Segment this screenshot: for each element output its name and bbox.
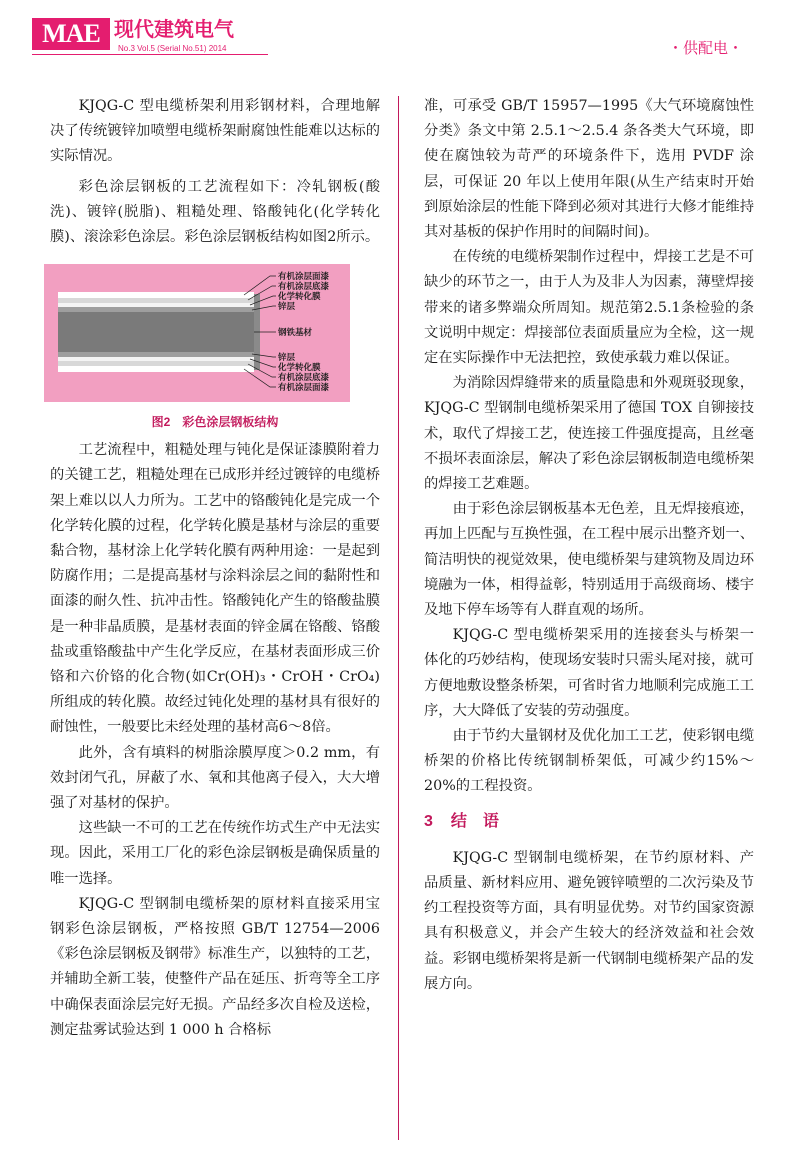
column-divider bbox=[398, 96, 399, 1140]
label-top-coat: 有机涂层面漆 bbox=[278, 382, 330, 393]
label-conversion-film: 化学转化膜 bbox=[278, 291, 321, 302]
layer-top-coat-upper bbox=[58, 292, 254, 298]
journal-name: 现代建筑电气 bbox=[114, 17, 234, 41]
layer-conversion-lower bbox=[58, 357, 254, 361]
label-steel-base: 钢铁基材 bbox=[278, 327, 313, 338]
section-tag: ・供配电・ bbox=[668, 39, 744, 57]
label-top-coat: 有机涂层面漆 bbox=[278, 271, 330, 282]
paragraph-continuation: 准，可承受 GB/T 15957—1995《大气环境腐蚀性分类》条文中第 2.5.1～2.5.4 条各类大气环境，即使在腐蚀较为苛严的环境条件下，选用 PVDF 涂层，可保证 20 年以上使用年限(从生产结束时开始到原始涂层的性能下降到必须对其进行大修才能维持其对基板的保护作用时的间隔时间)。 bbox=[424, 98, 754, 241]
figure-caption: 图2 彩色涂层钢板结构 bbox=[151, 415, 279, 430]
paragraph: 在传统的电缆桥架制作过程中，焊接工艺是不可缺少的环节之一，由于人为及非人为因素，薄壁焊接带来的诸多弊端众所周知。规范第2.5.1条检验的条文说明中规定：焊接部位表面质量应为全检，这一规定在实际操作中无法把控，致使承载力难以保证。 bbox=[424, 249, 754, 367]
label-primer: 有机涂层底漆 bbox=[278, 372, 330, 383]
left-column bbox=[50, 94, 380, 1043]
paragraph: KJQG-C 型钢制电缆桥架的原材料直接采用宝钢彩色涂层钢板，严格按照 GB/T 12754—2006《彩色涂层钢板及钢带》标准生产，以独特的工艺，并辅助全新工装，使整件产品在延压、折弯等全工序中确保表面涂层完好无损。产品经多次自检及送检，测定盐雾试验达到 1 000 h 合格标 bbox=[50, 895, 380, 1038]
layer-diagram bbox=[44, 264, 350, 402]
paragraph: KJQG-C 型钢制电缆桥架，在节约原材料、产品质量、新材料应用、避免镀锌喷塑的二次污染及节约工程投资等方面，具有明显优势。对节约国家资源具有积极意义，并会产生较大的经济效益和社会效益。彩钢电缆桥架将是新一代钢制电缆桥架产品的发展方向。 bbox=[424, 849, 754, 992]
right-column bbox=[424, 94, 754, 997]
paragraph: 由于彩色涂层钢板基本无色差，且无焊接痕迹，再加上匹配与互换性强，在工程中展示出整齐划一、简洁明快的视觉效果，使电缆桥架与建筑物及周边环境融为一体，相得益彰，特别适用于高级商场、楼宇及地下停车场等有人群直观的场所。 bbox=[424, 501, 754, 619]
paragraph: 为消除因焊缝带来的质量隐患和外观斑驳现象，KJQG-C 型钢制电缆桥架采用了德国 TOX 自铆接技术，取代了焊接工艺，使连接工件强度提高，且丝毫不损坏表面涂层，解决了彩色涂层钢板制造电缆桥架的焊接工艺难题。 bbox=[424, 375, 754, 493]
paragraph: 此外，含有填料的树脂涂膜厚度＞0.2 mm，有效封闭气孔，屏蔽了水、氧和其他离子侵入，大大增强了对基材的保护。 bbox=[50, 744, 380, 812]
section-heading bbox=[424, 810, 754, 834]
layer-steel-base bbox=[58, 312, 254, 352]
issue-info: No.3 Vol.5 (Serial No.51) 2014 bbox=[118, 44, 227, 53]
label-zinc: 锌层 bbox=[278, 352, 296, 363]
section-number: 3 bbox=[424, 812, 433, 830]
paragraph: 彩色涂层钢板的工艺流程如下：冷轧钢板(酸洗)、镀锌(脱脂)、粗糙处理、铬酸钝化(化学转化膜)、滚涂彩色涂层。彩色涂层钢板结构如图2所示。 bbox=[50, 178, 380, 246]
journal-logo: MAE bbox=[32, 18, 110, 50]
layer-zinc-lower bbox=[58, 352, 254, 357]
layer-top-coat-lower bbox=[58, 366, 254, 372]
figure-2 bbox=[50, 264, 380, 430]
header-rule bbox=[32, 54, 268, 55]
paragraph: KJQG-C 型电缆桥架采用的连接套头与桥架一体化的巧妙结构，使现场安装时只需头尾对接，就可方便地敷设整条桥架，可省时省力地顺利完成施工工序，大大降低了安装的劳动强度。 bbox=[424, 627, 754, 719]
paragraph: 这些缺一不可的工艺在传统作坊式生产中无法实现。因此，采用工厂化的彩色涂层钢板是确保质量的唯一选择。 bbox=[50, 820, 380, 887]
paragraph: 由于节约大量钢材及优化加工工艺，使彩钢电缆桥架的价格比传统钢制桥架低，可减少约15%～20%的工程投资。 bbox=[424, 728, 754, 795]
layer-zinc-upper bbox=[58, 307, 254, 312]
paragraph: KJQG-C 型电缆桥架利用彩钢材料，合理地解决了传统镀锌加喷塑电缆桥架耐腐蚀性能难以达标的实际情况。 bbox=[50, 98, 380, 165]
layer-primer-lower bbox=[58, 361, 254, 366]
label-conversion-film: 化学转化膜 bbox=[278, 362, 321, 373]
paragraph: 工艺流程中，粗糙处理与钝化是保证漆膜附着力的关键工艺，粗糙处理在已成形并经过镀锌的电缆桥架上难以以人力所为。工艺中的铬酸钝化是完成一个化学转化膜的过程，化学转化膜是基材与涂层的重要黏合物，基材涂上化学转化膜有两种用途：一是起到防腐作用；二是提高基材与涂料涂层之间的黏附性和面漆的耐久性、抗冲击性。铬酸钝化产生的铬酸盐膜是一种非晶质膜，是基材表面的锌金属在铬酸、铬酸盐或重铬酸盐中产生化学反应，在基材表面形成三价铬和六价铬的化合物(如Cr(OH)₃・CrOH・CrO₄)所组成的转化膜。故经过钝化处理的基材具有很好的耐蚀性，一般要比未经处理的基材高6～8倍。 bbox=[50, 442, 380, 736]
section-title: 结 语 bbox=[450, 812, 499, 830]
label-primer: 有机涂层底漆 bbox=[278, 281, 330, 292]
label-zinc: 锌层 bbox=[278, 301, 296, 312]
layer-conversion-upper bbox=[58, 303, 254, 307]
coated-steel-structure-diagram bbox=[44, 264, 350, 402]
layer-primer-upper bbox=[58, 298, 254, 303]
